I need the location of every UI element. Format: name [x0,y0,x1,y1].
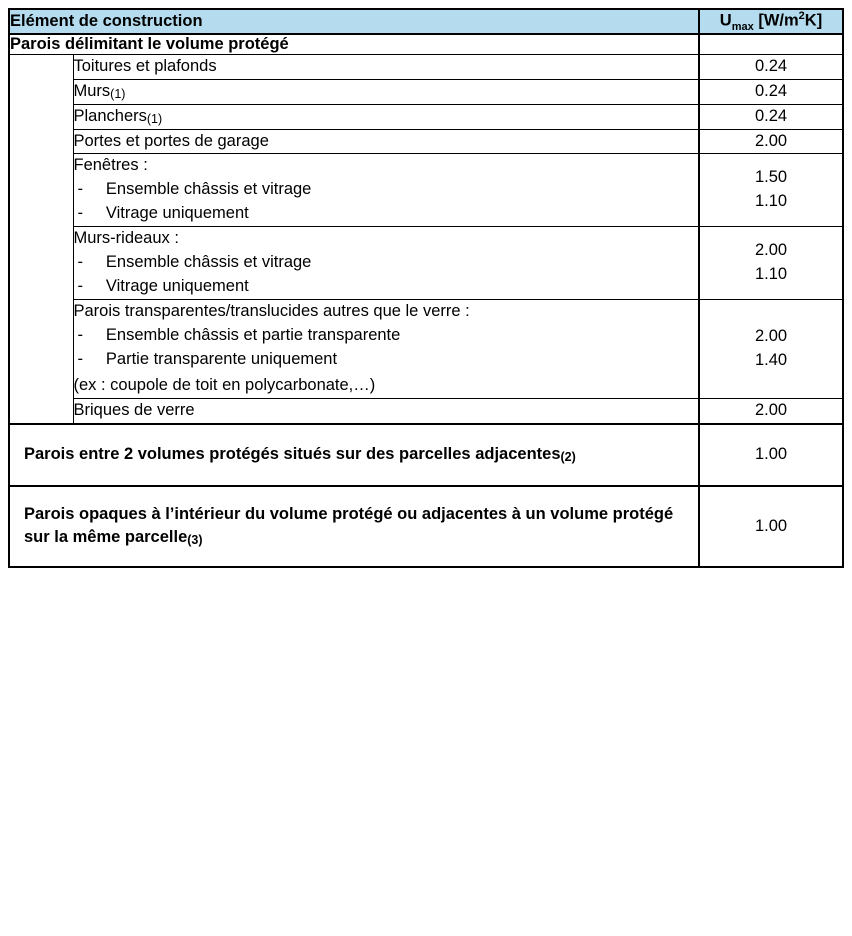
row-subline: - Vitrage uniquement [77,277,249,296]
row-subline: - Partie transparente uniquement [77,349,338,368]
row-value-parois-transparentes [699,300,843,399]
row-label-parois-opaques-interieur [9,486,699,568]
table-row [9,129,843,154]
row-value-murs-rideaux [699,227,843,300]
row-note-parois-transparentes: (ex : coupole de toit en polycarbonate,…) [73,375,376,394]
header-value-cell [699,9,843,34]
header-value-subscript: max [731,20,754,33]
row-label-briques-de-verre [73,398,699,423]
row-value-text: 2.00 [754,241,788,260]
row-value-text: 0.24 [754,106,788,125]
row-value-text: 2.00 [754,131,788,150]
row-value-fenetres [699,154,843,227]
table-row [9,154,843,227]
row-label-portes [73,129,699,154]
table-header-row [9,9,843,34]
row-value-text: 0.24 [754,56,788,75]
row-subline: - Ensemble châssis et partie transparente [77,325,401,344]
row-value-text: 1.00 [754,516,788,535]
row-value-planchers [699,104,843,129]
row-value-text-2: 1.40 [754,350,788,369]
row-value-text-2: 1.10 [754,265,788,284]
table-footer-row [9,424,843,486]
row-label-murs-rideaux [73,227,699,300]
row-label-text: Parois opaques à l’intérieur du volume protégé ou adjacentes à un volume protégé sur la même parcelle [24,504,674,547]
row-label-text: Planchers [73,106,147,125]
row-value-toitures-plafonds [699,54,843,79]
row-value-murs [699,79,843,104]
row-label-text: Briques de verre [73,400,195,419]
row-sublist-murs-rideaux [74,251,699,299]
row-footnote-murs: (1) [110,86,126,101]
table-row [9,104,843,129]
row-value-text: 2.00 [754,326,788,345]
row-value-portes [699,129,843,154]
header-value-superscript: 2 [798,10,805,22]
row-label-parois-entre-2-volumes [9,424,699,486]
row-value-briques-de-verre [699,398,843,423]
header-value-unit-post: K] [804,11,823,30]
table-row [9,79,843,104]
table-row [9,54,843,79]
table-row [9,300,843,399]
row-value-text: 2.00 [754,400,788,419]
row-footnote-parois-opaques-interieur: (3) [187,533,203,548]
row-subline: - Vitrage uniquement [77,204,249,223]
row-footnote-planchers: (1) [146,111,163,126]
row-label-text: Portes et portes de garage [73,131,269,150]
row-value-parois-opaques-interieur [699,486,843,568]
section-label-parois-delimitant [9,34,699,55]
row-label-parois-transparentes [73,300,699,399]
row-value-text: 1.50 [754,168,788,187]
row-subline: - Ensemble châssis et vitrage [77,180,312,199]
row-label-text: Murs-rideaux : [73,229,179,248]
table-row [9,227,843,300]
row-label-text: Parois transparentes/translucides autres que le verre : [73,302,470,321]
row-subline: - Ensemble châssis et vitrage [77,253,312,272]
row-sublist-fenetres [74,178,699,226]
row-label-planchers [73,104,699,129]
row-label-text: Fenêtres : [73,156,148,175]
row-label-text: Murs [73,81,111,100]
u-max-requirements-table [8,8,844,568]
row-footnote-parois-entre-2-volumes: (2) [560,449,576,464]
section-label-text: Parois délimitant le volume protégé [10,34,289,53]
table-row [9,398,843,423]
section-value-parois-delimitant [699,34,843,55]
row-label-fenetres [73,154,699,227]
row-label-text: Toitures et plafonds [73,56,217,75]
row-value-text: 0.24 [754,81,788,100]
row-value-parois-entre-2-volumes [699,424,843,486]
row-label-toitures-plafonds [73,54,699,79]
table-footer-row [9,486,843,568]
header-element-label: Elément de construction [10,11,203,30]
row-label-text: Parois entre 2 volumes protégés situés sur des parcelles adjacentes [24,444,561,463]
header-value-symbol: U [719,11,732,30]
indent-spacer-cell [9,54,73,423]
header-value-unit-pre: [W/m [753,11,799,30]
row-label-murs [73,79,699,104]
table-section-row [9,34,843,55]
row-sublist-parois-transparentes [74,324,699,372]
row-value-text-2: 1.10 [754,192,788,211]
row-value-text: 1.00 [754,444,788,463]
header-element-cell [9,9,699,34]
